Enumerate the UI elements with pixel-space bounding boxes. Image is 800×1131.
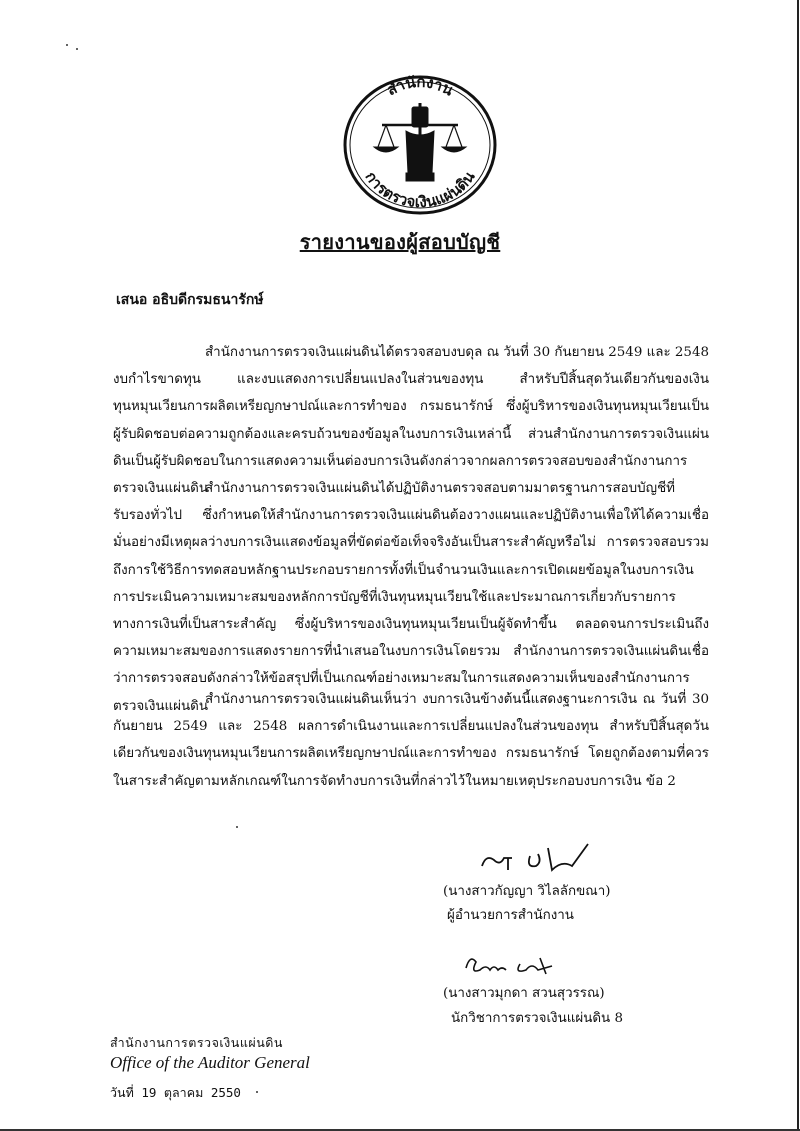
addressee: เสนอ อธิบดีกรมธนารักษ์ xyxy=(116,292,264,308)
signatory-2-name: (นางสาวมุกดา สวนสุวรรณ) xyxy=(443,986,605,1001)
scan-speck xyxy=(256,1091,258,1093)
paragraph-scope: สำนักงานการตรวจเงินแผ่นดินได้ตรวจสอบงบดุล ณ วันที่ 30 กันยายน 2549 และ 2548 งบกำไรขาดทุน และงบแสดงการเปลี่ยนแปลงในส่วนของทุน สำหรับปีสิ้นสุดวันเดียวกันของเงินทุนหมุนเวียนการผลิตเหรียญกษาปณ์และการทำของ กรมธนารักษ์ ซึ่งผู้บริหารของเงินทุนหมุนเวียนเป็นผู้รับผิดชอบต่อความถูกต้องและครบถ้วนของข้อมูลในงบการเงินเหล่านี้ ส่วนสำนักงานการตรวจเงินแผ่นดินเป็นผู้รับผิดชอบในการแสดงความเห็นต่องบการเงินดังกล่าวจากผลการตรวจสอบของสำนักงานการตรวจเงินแผ่นดิน xyxy=(113,345,709,497)
paragraph-basis: สำนักงานการตรวจเงินแผ่นดินได้ปฏิบัติงานตรวจสอบตามมาตรฐานการสอบบัญชีที่รับรองทั่วไป ซึ่งกำหนดให้สำนักงานการตรวจเงินแผ่นดินต้องวางแผนและปฏิบัติงานเพื่อให้ได้ความเชื่อมั่นอย่างมีเหตุผลว่างบการเงินแสดงข้อมูลที่ขัดต่อข้อเท็จจริงอันเป็นสาระสำคัญหรือไม่ การตรวจสอบรวมถึงการใช้วิธีการทดสอบหลักฐานประกอบรายการทั้งที่เป็นจำนวนเงินและการเปิดเผยข้อมูลในงบการเงิน การประเมินความเหมาะสมของหลักการบัญชีที่เงินทุนหมุนเวียนใช้และประมาณการเกี่ยวกับรายการทางการเงินที่เป็นสาระสำคัญ ซึ่งผู้บริหารของเงินทุนหมุนเวียนเป็นผู้จัดทำขึ้น ตลอดจนการประเมินถึงความเหมาะสมของการแสดงรายการที่นำเสนอในงบการเงินโดยรวม สำนักงานการตรวจเงินแผ่นดินเชื่อว่าการตรวจสอบดังกล่าวให้ข้อสรุปที่เป็นเกณฑ์อย่างเหมาะสมในการแสดงความเห็นของสำนักงานการตรวจเงินแผ่นดิน xyxy=(113,481,709,714)
scan-edge-right xyxy=(797,0,799,1131)
scales-icon xyxy=(374,103,466,181)
scan-speck xyxy=(76,48,78,50)
signatory-2-position: นักวิชาการตรวจเงินแผ่นดิน 8 xyxy=(451,1011,623,1026)
auditor-general-seal xyxy=(342,73,498,217)
seal-bottom-text: การตรวจเงินแผ่นดิน xyxy=(361,168,479,212)
signatory-1-position: ผู้อำนวยการสำนักงาน xyxy=(447,908,574,923)
signature-1 xyxy=(478,838,598,876)
seal-top-text: สำนักงาน xyxy=(384,73,457,100)
scan-speck xyxy=(66,44,68,46)
paragraph-opinion: สำนักงานการตรวจเงินแผ่นดินเห็นว่า งบการเงินข้างต้นนี้แสดงฐานะการเงิน ณ วันที่ 30 กันยายน 2549 และ 2548 ผลการดำเนินงานและการเปลี่ยนแปลงในส่วนของทุน สำหรับปีสิ้นสุดวันเดียวกันของเงินทุนหมุนเวียนการผลิตเหรียญกษาปณ์และการทำของ กรมธนารักษ์ โดยถูกต้องตามที่ควรในสาระสำคัญตามหลักเกณฑ์ในการจัดทำงบการเงินที่กล่าวไว้ในหมายเหตุประกอบงบการเงิน ข้อ 2 xyxy=(113,692,709,789)
signatory-1-name: (นางสาวกัญญา วิไลลักขณา) xyxy=(443,884,611,899)
svg-text:สำนักงาน xyxy=(384,73,457,100)
signature-2 xyxy=(460,950,570,978)
stamp-office-thai: สำนักงานการตรวจเงินแผ่นดิน xyxy=(110,1035,283,1050)
report-title: รายงานของผู้สอบบัญชี xyxy=(299,230,501,254)
scan-speck xyxy=(236,826,238,828)
stamp-date: วันที่ 19 ตุลาคม 2550 xyxy=(110,1085,241,1100)
stamp-office-english: Office of the Auditor General xyxy=(110,1053,310,1072)
